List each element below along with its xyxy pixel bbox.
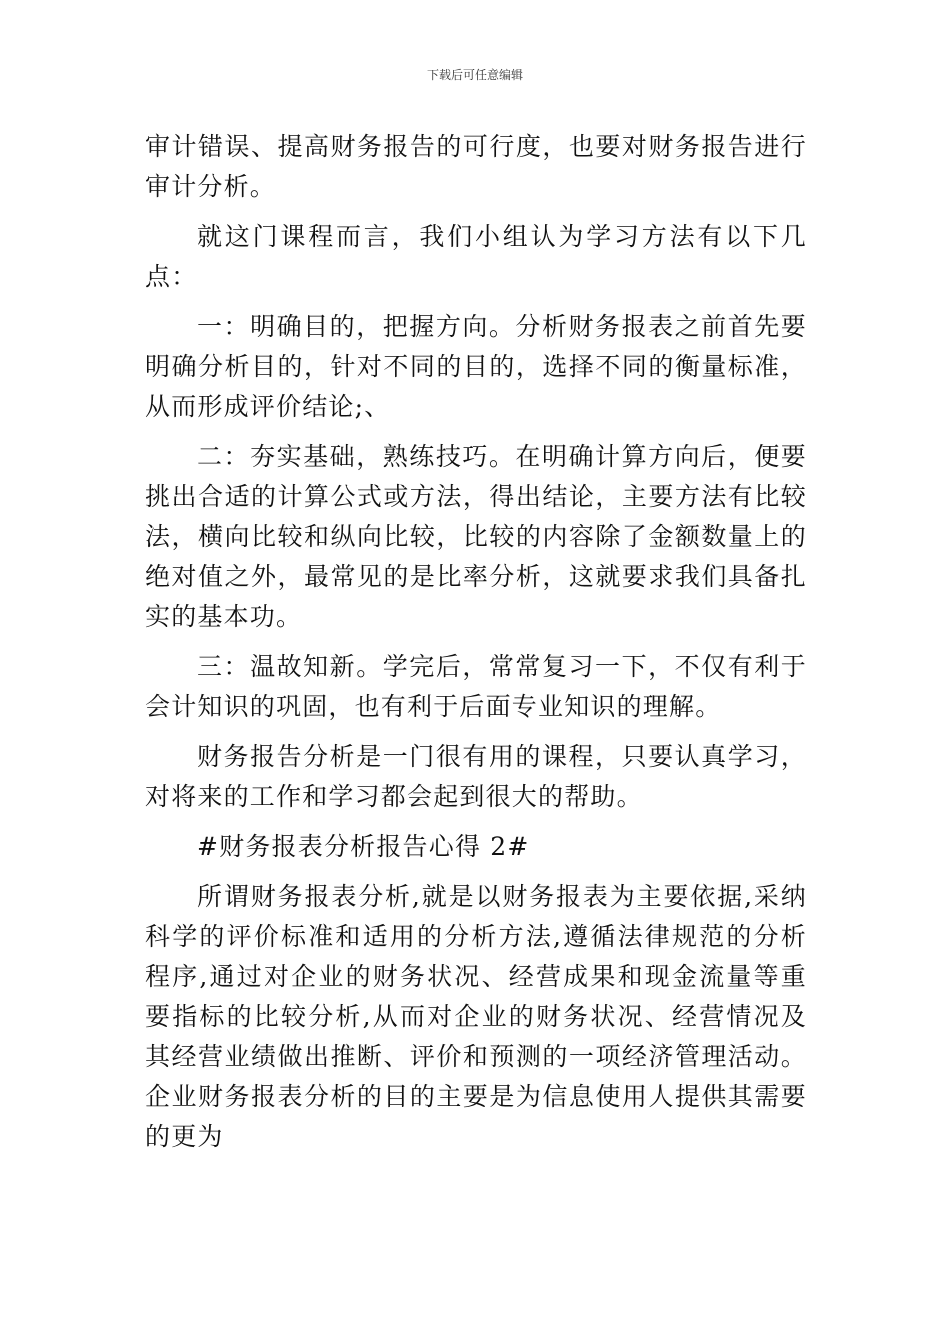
paragraph: 三：温故知新。学完后，常常复习一下，不仅有利于会计知识的巩固，也有利于后面专业知识的理解。 — [145, 652, 807, 721]
paragraph: 就这门课程而言，我们小组认为学习方法有以下几点： — [145, 222, 807, 291]
paragraph: 一：明确目的，把握方向。分析财务报表之前首先要明确分析目的，针对不同的目的，选择不同的衡量标准，从而形成评价结论;、 — [145, 312, 807, 421]
paragraph: 财务报告分析是一门很有用的课程，只要认真学习，对将来的工作和学习都会起到很大的帮助。 — [145, 742, 807, 811]
document-body — [145, 127, 807, 1157]
section-heading: #财务报表分析报告心得 2# — [197, 832, 530, 861]
download-note: 下载后可任意编辑 — [426, 68, 523, 82]
paragraph: 所谓财务报表分析,就是以财务报表为主要依据,采纳科学的评价标准和适用的分析方法,遵循法律规范的分析程序,通过对企业的财务状况、经营成果和现金流量等重要指标的比较分析,从而对企业的财务状况、经营情况及其经营业绩做出推断、评价和预测的一项经济管理活动。企业财务报表分析的目的主要是为信息使用人提供其需要的更为 — [145, 882, 807, 1151]
paragraph: 审计错误、提高财务报告的可行度，也要对财务报告进行审计分析。 — [145, 132, 807, 201]
paragraph: 二：夯实基础，熟练技巧。在明确计算方向后，便要挑出合适的计算公式或方法，得出结论，主要方法有比较法，横向比较和纵向比较，比较的内容除了金额数量上的绝对值之外，最常见的是比率分析，这就要求我们具备扎实的基本功。 — [145, 442, 807, 631]
